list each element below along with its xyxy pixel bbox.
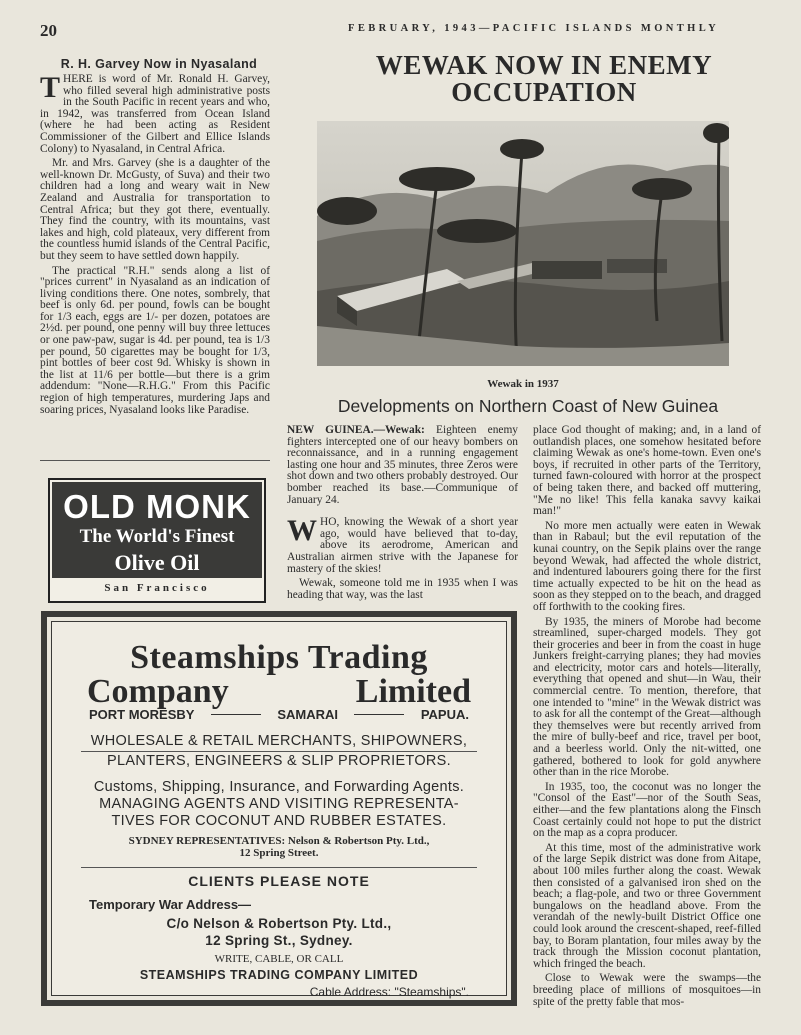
wewak-col2-paragraph-3: By 1935, the miners of Morobe had become streamlined, super-charged models. They got their groceries and beer in from the coast in huge Junkers freight-carrying planes; they had movies and electricity, motor cars and hotels—literally, everything that opened and shut—in Wau, their commercial centre. To mention, therefore, that one intended to "mine" in the Wewak district was to ask for all the contempt of the Great—although they themselves were but recently arrived from the mire of bully-beef and rice, travel per boot, and a beerless world. Only the nit-witted, one gathered, bothered to look for gold anywhere other than in the rice Morobe. (533, 615, 761, 779)
garvey-paragraph-3: The practical "R.H." sends along a list of "prices current" in Nyasaland as an indication of living conditions there. One notes, sombrely, that beef is only 6d. per pound, fowls can be bought for 1/3 each, eggs are 1/- per dozen, potatoes are 2½d. per pound, one penny will buy three lettuces or one paw-paw, sugar is 4d. per pound, tea is 1/3 per pound, 50 cigarettes may be bought for 1/3, pint bottles of beer cost 9d. Whisky is shown in the list at 11/6 per bottle—but there is a grim addendum: "None—R.H.G." From this Pacific region of high temperatures, murdering Japs and soaring prices, Nyasaland looks like Paradise. (40, 264, 270, 416)
ad-steamships-war-address: Temporary War Address— (89, 897, 252, 912)
wewak-photo (317, 121, 729, 366)
ad-old-monk-subtitle: The World's Finest (79, 526, 235, 547)
ad-steamships-title-2 (87, 673, 471, 711)
wewak-col2-paragraph-1: place God thought of making; and, in a land of outlandish places, one somehow hesitated before claiming Wewak as one's home-town. Even one's boys, if recruited in other parts of the Territory, turned fawn-coloured with horror at the prospect of being taken there, and backed off muttering, "Me no like! This fella kanaka savvy kaikai man!" (533, 424, 761, 518)
wewak-col2-paragraph-6: Close to Wewak were the swamps—the breeding place of millions of mosquitoes—in spite of the pretty fable that mos- (533, 972, 761, 1008)
ad-steamships-reps-2: 12 Spring Street. (239, 847, 319, 859)
port-dash-2 (354, 714, 404, 715)
wewak-lead-text: Eighteen enemy fighters intercepted one of our heavy bombers on reconnaissance, and in a running engagement lasting one hour and 35 minutes, three Zeros were shot down and two others probably destroyed. Our bomber reached its base.—Communique of January 24. (287, 424, 519, 506)
wewak-column-1 (287, 425, 518, 604)
ad-steamships-address-2: 12 Spring St., Sydney. (205, 933, 353, 948)
ad-steamships-write: WRITE, CABLE, OR CALL (214, 953, 344, 965)
ad-steamships-title-company: Company (87, 673, 229, 710)
ad-steamships-line-2: PLANTERS, ENGINEERS & SLIP PROPRIETORS. (107, 753, 451, 769)
wewak-lead (287, 425, 518, 506)
wewak-column-2 (533, 425, 761, 1011)
ad-steamships-line-5: TIVES FOR COCONUT AND RUBBER ESTATES. (111, 813, 447, 829)
wewak-photo-caption: Wewak in 1937 (487, 378, 559, 390)
port-samarai: SAMARAI (277, 707, 338, 722)
ad-steamships-rule-2 (81, 867, 477, 868)
wewak-col2-paragraph-4: In 1935, too, the coconut was no longer the "Consol of the East"—nor of the South Seas, either—and the few plantations along the Finsch Coast certainly could not hope to put the district on the map as a copra producer. (533, 780, 761, 840)
ad-steamships-line-1: WHOLESALE & RETAIL MERCHANTS, SHIPOWNERS, (90, 733, 468, 749)
page-number: 20 (40, 21, 57, 40)
port-dash-1 (211, 714, 261, 715)
wewak-lead-dateline: NEW GUINEA.—Wewak: (287, 424, 425, 436)
ad-old-monk-product: Olive Oil (52, 550, 262, 578)
garvey-p1-text: HERE is word of Mr. Ronald H. Garvey, who filled several high administrative posts in the South Pacific in recent years and who, in 1942, was transferred from Ocean Island (where he had been acting as Resident Commissioner of the Gilbert and Ellice Islands Colony) to Nyasaland, in Central Africa. (40, 73, 270, 155)
wewak-p1-text: HO, knowing the Wewak of a short year ago, would have believed that to-day, above its aerodrome, American and Australian airmen strive with the Japanese for mastery of the skies! (287, 516, 518, 575)
garvey-article (40, 71, 270, 419)
wewak-dropcap: W (287, 514, 317, 548)
ad-steamships-reps-1: SYDNEY REPRESENTATIVES: Nelson & Robertson Pty. Ltd., (128, 835, 430, 847)
ad-old-monk-banner (52, 482, 262, 552)
ad-old-monk-city: San Francisco (104, 582, 210, 594)
running-head: FEBRUARY, 1943—PACIFIC ISLANDS MONTHLY (348, 23, 720, 34)
garvey-heading: R. H. Garvey Now in Nyasaland (60, 57, 258, 71)
ad-steamships-address-1: C/o Nelson & Robertson Pty. Ltd., (166, 916, 392, 931)
ad-steamships-title-limited: Limited (355, 673, 471, 710)
ad-steamships-line-3: Customs, Shipping, Insurance, and Forwarding Agents. (93, 779, 465, 795)
garvey-dropcap: T (40, 71, 61, 104)
ad-steamships (41, 611, 517, 1006)
wewak-col2-paragraph-5: At this time, most of the administrative work of the large Sepik district was done from Aitape, about 100 miles further along the coast. Wewak then consisted of a galvanised iron shed on the beach; a flag-pole, and two or three Government bungalows on the headland above. From the verandah of the newly-built District Office one could look around the crescent-shaped, reef-filled bay, to Boram plantation, four miles away by the track through the Mission coconut plantation, which fringed the beach. (533, 841, 761, 970)
wewak-col2-paragraph-2: No more men actually were eaten in Wewak than in Rabaul; but the evil reputation of the kunai country, on the Sepik plains over the range beyond Wewak, had affected the whole district, and indentured labourers going there for the first time actually expected to be hit on the head as soon as they stepped on to the beach, and dragged off forthwith to the cooking fires. (533, 519, 761, 613)
garvey-paragraph-1 (40, 71, 270, 155)
ad-steamships-notes: CLIENTS PLEASE NOTE (188, 873, 370, 889)
ad-steamships-cable: Cable Address: "Steamships". (309, 985, 469, 999)
garvey-paragraph-2: Mr. and Mrs. Garvey (she is a daughter of the well-known Dr. McGusty, of Suva) and their two children had a long and weary wait in New Zealand and Australia for transportation to Central Africa; but they got there, eventually. They find the country, with its mountains, vast lakes and high, cold plateaux, very different from the countless humid islands of the Central Pacific, but they seem to have settled down happily. (40, 157, 270, 262)
ad-steamships-title-1: Steamships Trading (130, 639, 428, 676)
ad-steamships-line-4: MANAGING AGENTS AND VISITING REPRESENTA- (99, 796, 459, 812)
wewak-paragraph-2: Wewak, someone told me in 1935 when I was heading that way, was the last (287, 577, 518, 601)
ad-steamships-rule-1 (81, 751, 477, 752)
wewak-headline-line-2: OCCUPATION (451, 77, 637, 107)
wewak-headline (320, 52, 768, 106)
ad-steamships-company: STEAMSHIPS TRADING COMPANY LIMITED (139, 968, 419, 982)
ad-old-monk-title: OLD MONK (63, 488, 251, 525)
port-papua: PAPUA. (420, 707, 469, 722)
ad-steamships-ports (89, 707, 469, 722)
garvey-divider (40, 460, 270, 461)
port-moresby: PORT MORESBY (89, 707, 195, 722)
wewak-subhead: Developments on Northern Coast of New Guinea (337, 396, 719, 416)
wewak-paragraph-1 (287, 514, 518, 575)
wewak-headline-line-1: WEWAK NOW IN ENEMY (375, 50, 713, 80)
ad-old-monk (48, 478, 266, 603)
